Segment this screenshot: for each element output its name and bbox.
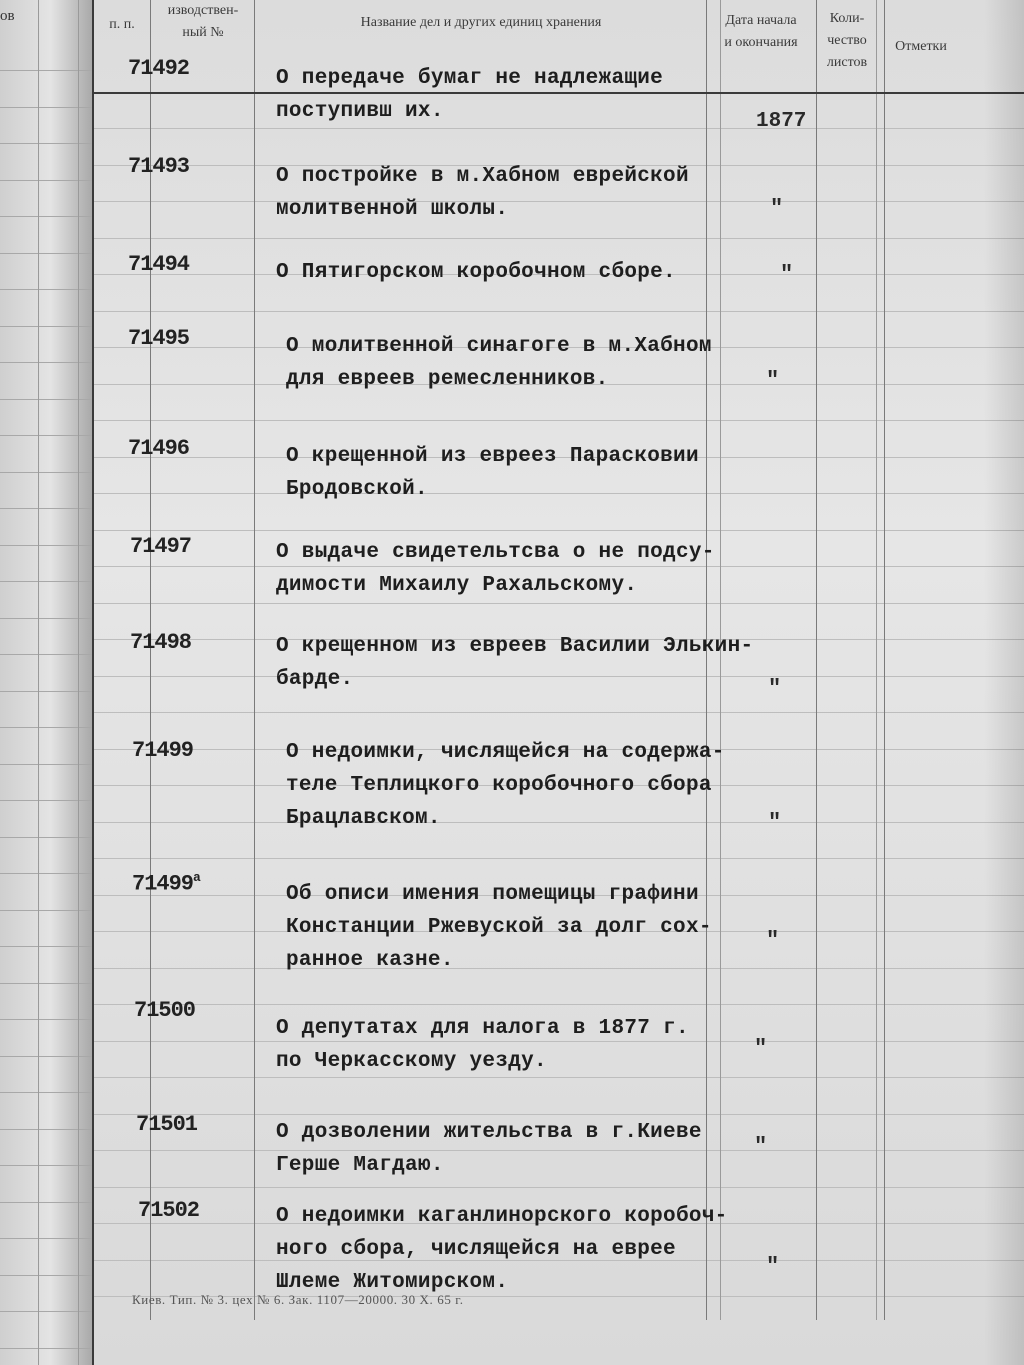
entry-title-line: ранное казне. <box>286 949 454 972</box>
entry-title-line: О крещенной из евреез Парасковии <box>286 445 699 468</box>
entry-title-line: О выдаче свидетельтсва о не подсу- <box>276 541 715 564</box>
entry-title <box>276 62 663 128</box>
register-page <box>94 0 1024 1365</box>
entry-title <box>286 878 712 977</box>
entry-title <box>276 536 715 602</box>
entry-number-suffix: а <box>193 870 200 885</box>
entry-title <box>276 630 753 696</box>
left-page-column-line <box>78 0 79 1365</box>
entry-ditto-mark: " <box>766 1254 780 1279</box>
entry-title-line: О передаче бумаг не надлежащие <box>276 67 664 90</box>
entry-ditto-mark: " <box>754 1036 768 1061</box>
entry-number-text: 71499 <box>132 871 194 897</box>
entry-title-line: Шлеме Житомирском. <box>276 1271 509 1294</box>
entry-title-line: О дозволении жительства в г.Киеве <box>276 1121 702 1144</box>
header-notes: Отметки <box>895 39 947 54</box>
entry-title-line: димости Михаилу Рахальскому. <box>276 574 638 597</box>
entry-title-line: ного сбора, числящейся на еврее <box>276 1238 676 1261</box>
entry-ditto-mark: " <box>754 1134 768 1159</box>
entry-title-line: поступивш их. <box>276 100 444 123</box>
header-title: Название дел и других единиц хранения <box>360 15 602 30</box>
column-line <box>816 0 817 1320</box>
entry-title-line: О Пятигорском коробочном сборе. <box>276 261 676 284</box>
header-sheets-line: листов <box>826 55 868 70</box>
entry-number: 71502 <box>138 1198 200 1223</box>
header-prod-number <box>152 0 254 44</box>
entry-title-line: О молитвенной синагоге в м.Хабном <box>286 335 712 358</box>
header-sheets <box>816 8 878 74</box>
header-dates <box>706 10 816 54</box>
entry-title-line: О постройке в м.Хабном еврейской <box>276 165 689 188</box>
entry-ditto-mark: " <box>780 262 794 287</box>
printing-imprint: Киев. Тип. № 3. цех № 6. Зак. 1107—20000. 30 X. 65 г. <box>132 1292 464 1307</box>
entry-title-line: О крещенном из евреев Василии Элькин- <box>276 635 754 658</box>
entry-ditto-mark: " <box>766 928 780 953</box>
entry-title <box>286 440 699 506</box>
entry-title <box>276 256 676 289</box>
entry-number: 71497 <box>130 534 192 559</box>
entry-number: 71492 <box>128 56 190 81</box>
entry-title <box>286 736 725 835</box>
entry-ditto-mark: " <box>766 368 780 393</box>
entry-number: 71500 <box>134 998 196 1023</box>
header-dates-line: Дата начала <box>725 13 797 28</box>
header-sheets-line: Коли- <box>829 11 865 26</box>
entry-title-line: Об описи имения помещицы графини <box>286 883 699 906</box>
left-page-cut-text: ов <box>0 8 15 24</box>
column-line <box>254 0 255 1320</box>
entry-title <box>276 1012 689 1078</box>
entry-number: 71494 <box>128 252 190 277</box>
entry-title <box>276 160 689 226</box>
entry-ditto-mark: " <box>768 676 782 701</box>
entry-title <box>286 330 712 396</box>
header-number: п. п. <box>109 17 135 32</box>
entry-title-line: по Черкасскому уезду. <box>276 1050 547 1073</box>
header-sheets-line: чество <box>827 33 867 48</box>
entry-ditto-mark: " <box>770 196 784 221</box>
header-dates-line: и окончания <box>724 35 798 50</box>
column-line <box>876 0 877 1320</box>
entry-number <box>132 870 200 896</box>
entry-number: 71501 <box>136 1112 198 1137</box>
entry-title-line: барде. <box>276 668 354 691</box>
entry-number: 71499 <box>132 738 194 763</box>
header-prod-line: изводствен- <box>167 3 239 18</box>
left-page-column-line <box>38 0 39 1365</box>
entry-ditto-mark: " <box>768 810 782 835</box>
entry-date: 1877 <box>756 110 807 133</box>
entry-title <box>276 1200 728 1299</box>
entry-title-line: Бродовской. <box>286 478 428 501</box>
entry-title-line: О депутатах для налога в 1877 г. <box>276 1017 689 1040</box>
entry-number: 71498 <box>130 630 192 655</box>
entry-title-line: Констанции Ржевуской за долг сох- <box>286 916 712 939</box>
column-line <box>884 0 885 1320</box>
entry-title-line: О недоимки каганлинорского коробоч- <box>276 1205 728 1228</box>
entry-number: 71496 <box>128 436 190 461</box>
entry-title-line: теле Теплицкого коробочного сбора <box>286 774 712 797</box>
header-prod-line: ный № <box>182 25 224 40</box>
entry-title <box>276 1116 702 1182</box>
entry-title-line: Герше Магдаю. <box>276 1154 444 1177</box>
entry-number: 71495 <box>128 326 190 351</box>
entry-title-line: Брацлавском. <box>286 807 441 830</box>
entry-title-line: молитвенной школы. <box>276 198 509 221</box>
entry-number: 71493 <box>128 154 190 179</box>
page-shadow <box>984 0 1024 1365</box>
entry-title-line: О недоимки, числящейся на содержа- <box>286 741 725 764</box>
left-page-edge <box>0 0 94 1365</box>
entry-title-line: для евреев ремесленников. <box>286 368 609 391</box>
